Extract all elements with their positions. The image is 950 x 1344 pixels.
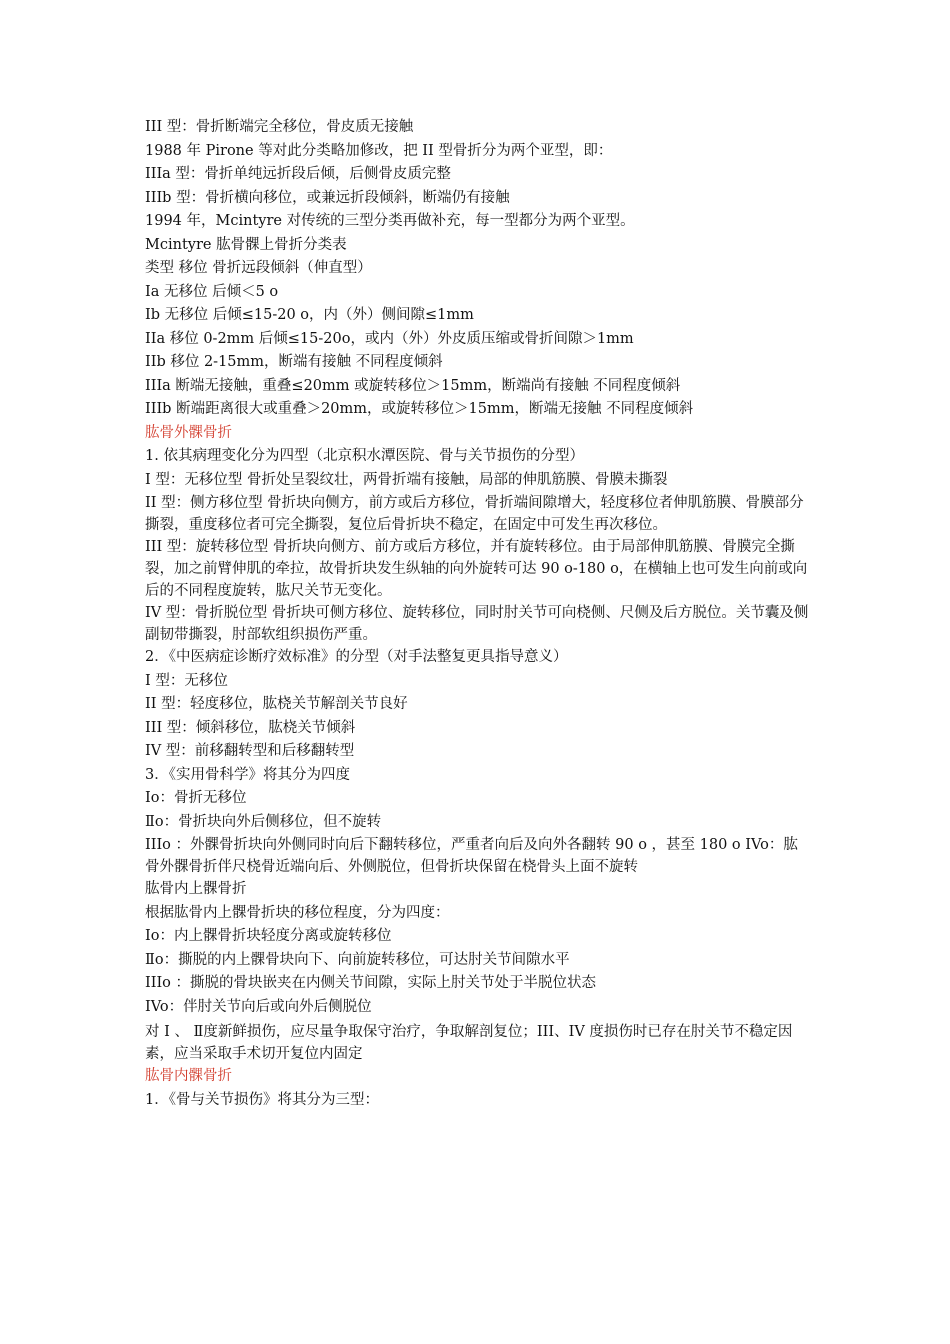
text-line: 3．《实用骨科学》将其分为四度 xyxy=(145,766,350,783)
text-line: 1．《骨与关节损伤》将其分为三型： xyxy=(145,1091,379,1108)
table-row: Ib 无移位 后倾≤15-20 o，内（外）侧间隙≤1mm xyxy=(145,307,474,323)
text-line: IVo：伴肘关节向后或向外后侧脱位 xyxy=(145,998,372,1015)
text-line: Ⅱo：骨折块向外后侧移位，但不旋转 xyxy=(145,813,382,830)
table-row: IIa 移位 0-2mm 后倾≤15-20o，或内（外）外皮质压缩或骨折间隙＞1mm xyxy=(145,330,634,347)
text-line: 1994 年，Mcintyre 对传统的三型分类再做补充，每一型都分为两个亚型。 xyxy=(145,213,635,229)
section-heading: 肱骨外髁骨折 xyxy=(145,424,232,441)
table-row: IIIa 断端无接触，重叠≤20mm 或旋转移位＞15mm，断端尚有接触 不同程度倾斜 xyxy=(145,377,681,394)
section-heading: 肱骨内上髁骨折 xyxy=(145,881,247,897)
text-line: III 型：倾斜移位，肱桡关节倾斜 xyxy=(145,719,356,736)
table-row: IIIb 断端距离很大或重叠＞20mm，或旋转移位＞15mm，断端无接触 不同程度倾斜 xyxy=(145,401,694,417)
text-line: IV 型：前移翻转型和后移翻转型 xyxy=(145,743,355,759)
document-page xyxy=(145,116,810,1112)
table-title: Mcintyre 肱骨髁上骨折分类表 xyxy=(145,236,347,253)
paragraph: III 型：旋转移位型 骨折块向侧方、前方或后方移位，并有旋转移位。由于局部伸肌筋膜、骨膜完全撕裂，加之前臂伸肌的牵拉，故骨折块发生纵轴的向外旋转可达 90 o-180 o，在横轴上也可发生向前或向后的不同程度旋转，肱尺关节无变化。 xyxy=(145,539,808,599)
paragraph: IV 型：骨折脱位型 骨折块可侧方移位、旋转移位，同时肘关节可向桡侧、尺侧及后方脱位。关节囊及侧副韧带撕裂，肘部软组织损伤严重。 xyxy=(145,605,809,643)
text-line: 2．《中医病症诊断疗效标准》的分型（对手法整复更具指导意义） xyxy=(145,649,568,665)
text-line: IIIo ：撕脱的骨块嵌夹在内侧关节间隙，实际上肘关节处于半脱位状态 xyxy=(145,975,597,991)
table-row: IIb 移位 2-15mm，断端有接触 不同程度倾斜 xyxy=(145,354,443,370)
text-line: Ⅰo：内上髁骨折块轻度分离或旋转移位 xyxy=(145,928,392,944)
text-line: II 型：轻度移位，肱桡关节解剖关节良好 xyxy=(145,696,408,712)
text-line: I 型：无移位型 骨折处呈裂纹壮，两骨折端有接触，局部的伸肌筋膜、骨膜未撕裂 xyxy=(145,471,668,488)
text-line: III 型：骨折断端完全移位，骨皮质无接触 xyxy=(145,119,414,135)
text-line: IIIa 型：骨折单纯远折段后倾，后侧骨皮质完整 xyxy=(145,166,451,182)
text-line: Ⅰo：骨折无移位 xyxy=(145,790,247,806)
table-row: Ia 无移位 后倾＜5 o xyxy=(145,283,279,300)
text-line: I 型：无移位 xyxy=(145,672,228,689)
paragraph: II 型：侧方移位型 骨折块向侧方，前方或后方移位，骨折端间隙增大，轻度移位者伸肌筋膜、骨膜部分撕裂，重度移位者可完全撕裂，复位后骨折块不稳定，在固定中可发生再次移位。 xyxy=(145,495,804,533)
paragraph: 对 Ⅰ 、 Ⅱ度新鲜损伤，应尽量争取保守治疗，争取解剖复位；III、IV 度损伤时已存在肘关节不稳定因素，应当采取手术切开复位内固定 xyxy=(145,1024,793,1062)
paragraph: IIIo ：外髁骨折块向外侧同时向后下翻转移位，严重者向后及向外各翻转 90 o ，甚至 180 o IVo：肱骨外髁骨折伴尺桡骨近端向后、外侧脱位，但骨折块保留在桡骨头上面不旋转 xyxy=(145,837,798,875)
text-line: IIIb 型：骨折横向移位，或兼远折段倾斜，断端仍有接触 xyxy=(145,189,510,206)
text-line: Ⅱo：撕脱的内上髁骨块向下、向前旋转移位，可达肘关节间隙水平 xyxy=(145,951,570,968)
text-line: 根据肱骨内上髁骨折块的移位程度，分为四度： xyxy=(145,904,450,921)
text-line: 1. 依其病理变化分为四型（北京积水潭医院、骨与关节损伤的分型） xyxy=(145,448,584,464)
table-header: 类型 移位 骨折远段倾斜（伸直型） xyxy=(145,260,372,276)
section-heading: 肱骨内髁骨折 xyxy=(145,1068,232,1084)
text-line: 1988 年 Pirone 等对此分类略加修改，把 II 型骨折分为两个亚型，即： xyxy=(145,142,613,159)
